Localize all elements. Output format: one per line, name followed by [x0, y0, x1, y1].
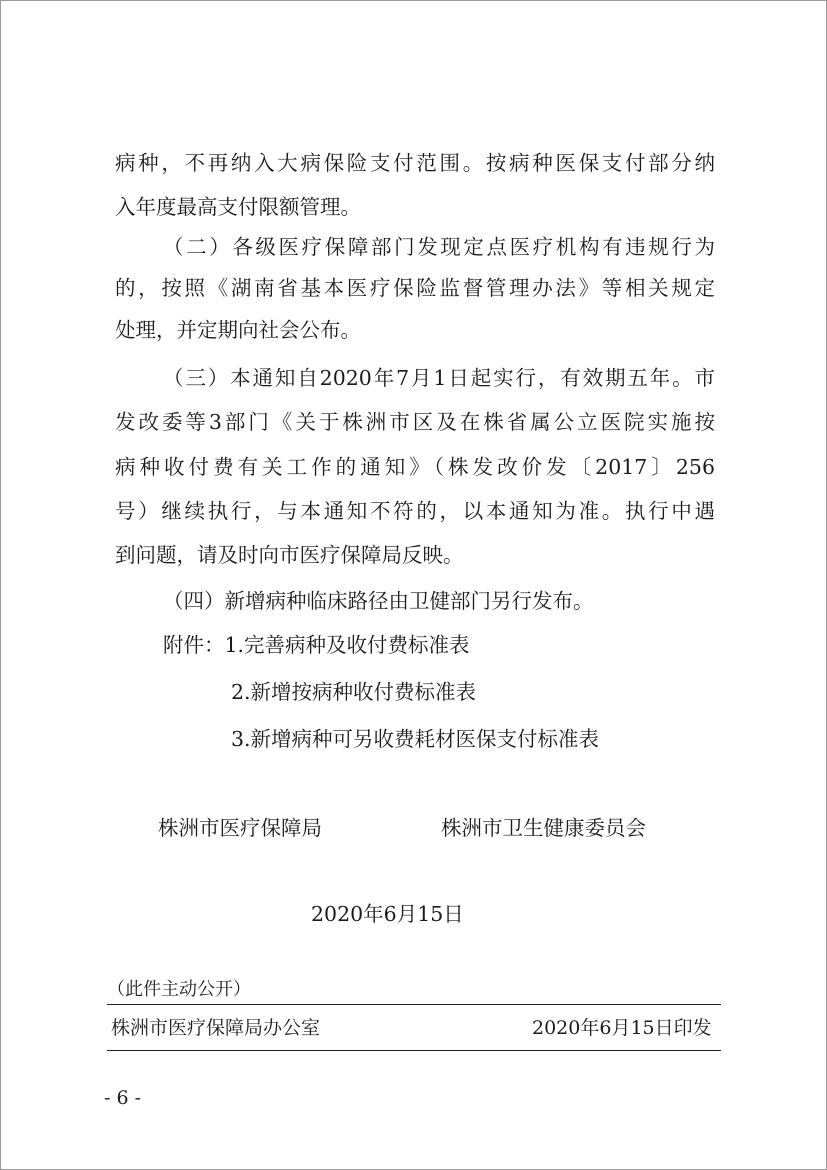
- body-line-9: 号）继续执行，与本通知不符的，以本通知为准。执行中遇: [115, 499, 715, 523]
- body-line-7: 发改委等3部门《关于株洲市区及在株省属公立医院实施按: [115, 410, 715, 434]
- body-line-6: （三）本通知自2020年7月1日起实行，有效期五年。市: [163, 366, 715, 390]
- attachment-item-2: 2.新增按病种收付费标准表: [231, 680, 477, 704]
- issuer: 株洲市医疗保障局办公室: [111, 1017, 321, 1039]
- body-line-1: 病种，不再纳入大病保险支付范围。按病种医保支付部分纳: [115, 151, 715, 175]
- body-line-8: 病种收付费有关工作的通知》（株发改价发〔2017〕256: [115, 455, 715, 479]
- footer-rule-bottom: [107, 1050, 721, 1051]
- body-line-4: 的，按照《湖南省基本医疗保险监督管理办法》等相关规定: [115, 276, 715, 300]
- page-number: - 6 -: [104, 1087, 142, 1109]
- public-note: （此件主动公开）: [107, 979, 251, 1000]
- issue-date: 2020年6月15日印发: [532, 1017, 712, 1039]
- attachment-item-1: 1.完善病种及收付费标准表: [224, 633, 470, 657]
- attachment-item-3: 3.新增病种可另收费耗材医保支付标准表: [231, 727, 600, 751]
- body-line-2: 入年度最高支付限额管理。: [115, 195, 361, 219]
- body-line-10: 到问题，请及时向市医疗保障局反映。: [115, 543, 464, 567]
- footer-rule-top: [107, 1004, 721, 1005]
- body-line-3: （二）各级医疗保障部门发现定点医疗机构有违规行为: [163, 235, 715, 259]
- signature-org-left: 株洲市医疗保障局: [158, 816, 322, 840]
- signature-date: 2020年6月15日: [311, 902, 464, 926]
- signature-org-right: 株洲市卫生健康委员会: [441, 816, 646, 840]
- attachment-line-1: [163, 631, 763, 659]
- attachment-label: 附件：: [163, 633, 225, 657]
- body-line-5: 处理，并定期向社会公布。: [115, 318, 361, 342]
- body-line-11: （四）新增病种临床路径由卫健部门另行发布。: [163, 589, 594, 613]
